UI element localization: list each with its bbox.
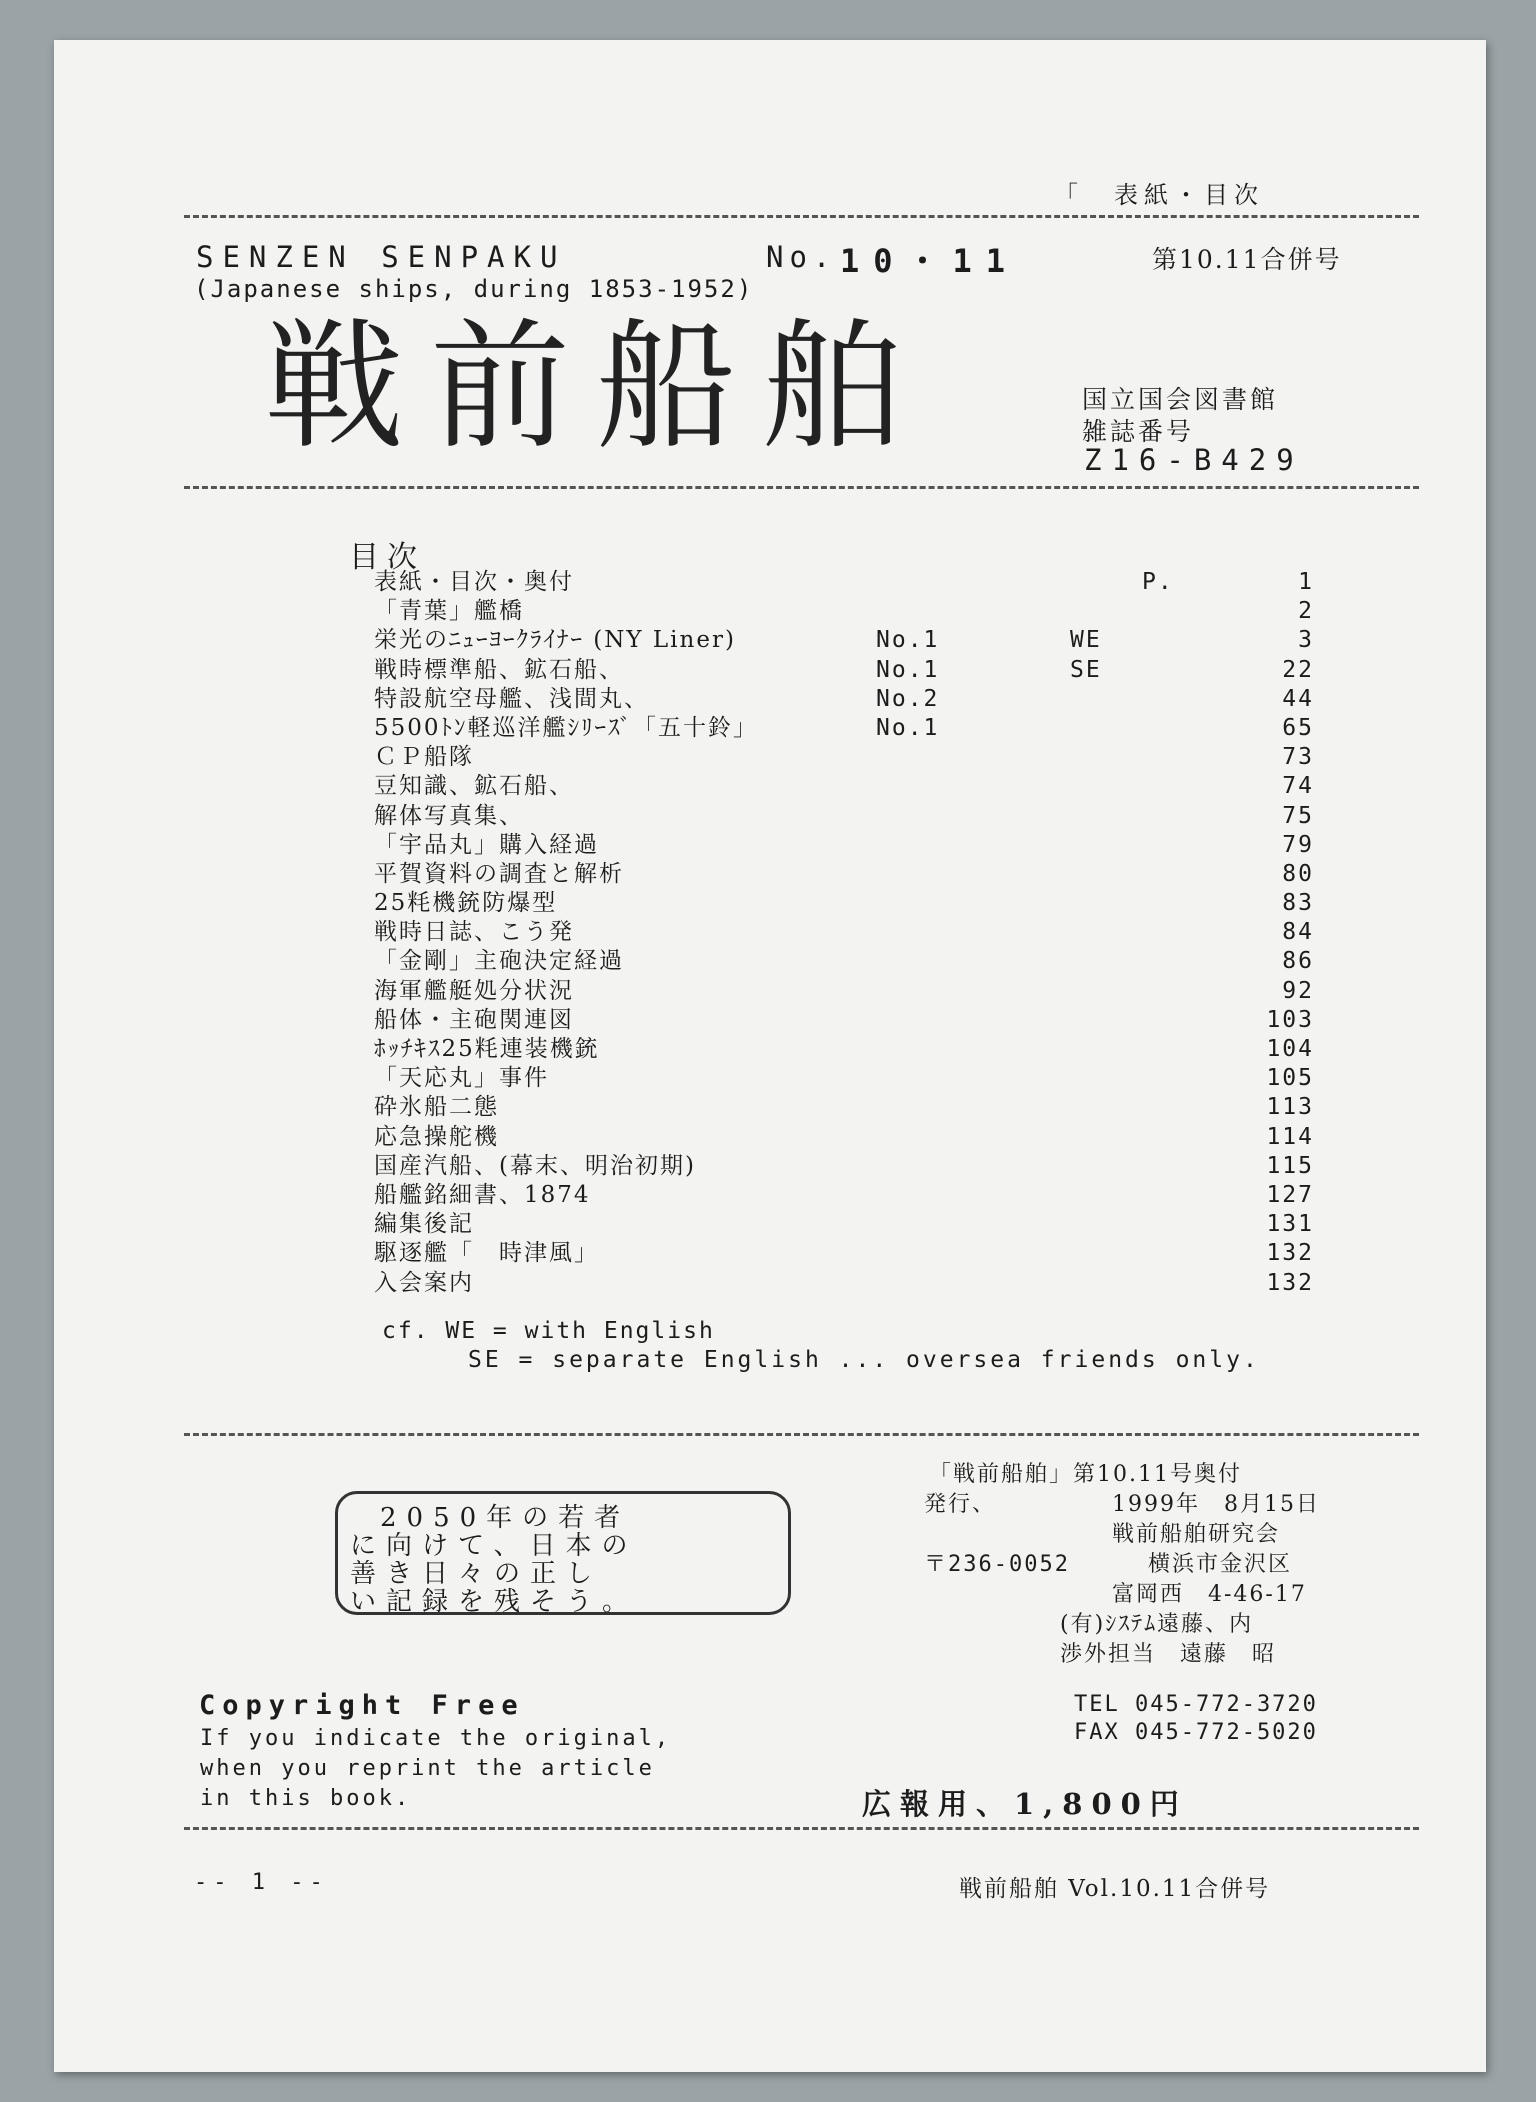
toc-item-language: WE [1070, 627, 1102, 654]
toc-item-title: 戦時日誌、こう発 [374, 919, 574, 946]
toc-item-title: 表紙・目次・奥付 [374, 569, 574, 595]
toc-item-page: 105 [1266, 1065, 1314, 1092]
colophon-publisher: 戦前船舶研究会 [1112, 1522, 1281, 1547]
toc-item-title: 国産汽船、(幕末、明治初期) [374, 1152, 696, 1179]
toc-row [374, 918, 1314, 947]
toc-row [374, 1181, 1314, 1210]
toc-item-page: 44 [1282, 685, 1314, 712]
colophon-company: (有)ｼｽﾃﾑ遠藤、内 [1060, 1612, 1254, 1637]
toc-row [374, 597, 1314, 626]
toc-item-page: 1 [1298, 569, 1314, 595]
toc-item-page: 75 [1282, 802, 1314, 829]
toc-row [374, 947, 1314, 976]
toc-item-title: ＣＰ船隊 [374, 744, 474, 771]
colophon-issued-date: 1999年 8月15日 [1112, 1492, 1320, 1517]
subtitle: (Japanese ships, during 1853-1952) [194, 275, 754, 303]
copyright-line3: in this book. [200, 1786, 412, 1811]
toc-item-page: 65 [1282, 714, 1314, 741]
header-bottom-divider [184, 486, 1419, 489]
toc-note-line2: SE = separate English ... oversea friends only. [468, 1347, 1260, 1373]
toc-row [374, 568, 1314, 597]
toc-item-title: 「宇品丸」購入経過 [374, 831, 599, 858]
toc-row [374, 1152, 1314, 1181]
colophon-issued-label: 発行、 [924, 1492, 997, 1517]
toc-item-page: 80 [1282, 860, 1314, 887]
toc-row [374, 685, 1314, 714]
toc-item-page: 103 [1266, 1006, 1314, 1033]
toc-row [374, 772, 1314, 801]
toc-item-page: 83 [1282, 890, 1314, 917]
colophon-postal: 〒236-0052 [924, 1552, 1070, 1577]
toc-item-page: 132 [1266, 1240, 1314, 1267]
toc-row [374, 1269, 1314, 1298]
toc-row [374, 1093, 1314, 1122]
toc-heading: 目次 [349, 540, 425, 575]
toc-item-title: 「金剛」主砲決定経過 [374, 948, 624, 975]
toc-item-page: 2 [1298, 598, 1314, 625]
toc-item-title: 特設航空母艦、浅間丸、 [374, 685, 649, 712]
toc-item-page: 84 [1282, 919, 1314, 946]
toc-item-series-no: No.2 [876, 685, 940, 712]
toc-item-title: 「青葉」艦橋 [374, 598, 524, 625]
series-latin: SENZEN SENPAKU [196, 240, 567, 274]
toc-row [374, 656, 1314, 685]
motto-line2: に向けて、日本の [350, 1531, 638, 1561]
toc-item-title: 25粍機銃防爆型 [374, 890, 558, 917]
toc-row [374, 977, 1314, 1006]
toc-item-title: ﾎｯﾁｷｽ25粍連装機銃 [374, 1036, 600, 1062]
toc-list [374, 568, 1314, 1298]
copyright-heading: Copyright Free [199, 1690, 525, 1721]
toc-row [374, 1035, 1314, 1064]
issue-prefix: No. [766, 240, 837, 274]
toc-row [374, 1064, 1314, 1093]
toc-item-page: 132 [1266, 1269, 1314, 1296]
toc-item-title: 砕氷船二態 [374, 1094, 499, 1121]
toc-item-title: 5500ﾄﾝ軽巡洋艦ｼﾘｰｽﾞ「五十鈴」 [374, 714, 759, 741]
toc-item-page: 114 [1266, 1123, 1314, 1150]
issue-number: 10・11 [840, 242, 1020, 280]
toc-item-page: 79 [1282, 831, 1314, 858]
motto-line3: 善き日々の正し [350, 1559, 603, 1589]
toc-item-page: 86 [1282, 948, 1314, 975]
toc-page-prefix: P. [1142, 569, 1174, 595]
toc-row [374, 1239, 1314, 1268]
toc-item-title: 平賀資料の調査と解析 [374, 860, 624, 887]
toc-item-title: 戦時標準船、鉱石船、 [374, 656, 624, 683]
toc-item-title: 船艦銘細書、1874 [374, 1181, 591, 1208]
toc-item-series-no: No.1 [876, 714, 940, 741]
section-label: 「 表紙・目次 [1054, 181, 1264, 209]
toc-row [374, 1006, 1314, 1035]
toc-item-title: 駆逐艦「 時津風」 [374, 1240, 599, 1267]
toc-item-series-no: No.1 [876, 627, 940, 654]
toc-item-title: 豆知識、鉱石船、 [374, 773, 574, 800]
middle-divider [184, 1433, 1419, 1436]
motto-line4: い記録を残そう。 [350, 1587, 639, 1617]
toc-row [374, 860, 1314, 889]
toc-item-page: 74 [1282, 773, 1314, 800]
toc-item-title: 入会案内 [374, 1269, 474, 1296]
toc-row [374, 743, 1314, 772]
toc-item-page: 73 [1282, 744, 1314, 771]
toc-row [374, 1123, 1314, 1152]
toc-item-page: 22 [1282, 656, 1314, 683]
document-page [54, 40, 1486, 2072]
footer-page-number: -- 1 -- [194, 1870, 329, 1895]
toc-item-page: 115 [1266, 1152, 1314, 1179]
toc-item-page: 3 [1298, 627, 1314, 654]
colophon-title: 「戦前船舶」第10.11号奥付 [929, 1462, 1242, 1487]
toc-row [374, 889, 1314, 918]
toc-item-title: 応急操舵機 [374, 1123, 499, 1150]
colophon-tel: TEL 045-772-3720 [1074, 1692, 1318, 1717]
toc-row [374, 1210, 1314, 1239]
toc-item-title: 海軍艦艇処分状況 [374, 977, 574, 1004]
footer-title: 戦前船舶 Vol.10.11合併号 [959, 1876, 1271, 1902]
library-line1: 国立国会図書館 [1082, 385, 1279, 414]
page-title: 戦前船舶 [264, 306, 929, 469]
copyright-line1: If you indicate the original, [200, 1726, 672, 1751]
toc-item-page: 113 [1266, 1094, 1314, 1121]
toc-row [374, 802, 1314, 831]
colophon-city: 横浜市金沢区 [1148, 1552, 1293, 1577]
toc-item-page: 127 [1266, 1181, 1314, 1208]
toc-item-language: SE [1070, 656, 1102, 683]
toc-note-line1: cf. WE = with English [382, 1318, 715, 1344]
motto-box [335, 1491, 791, 1615]
toc-row [374, 714, 1314, 743]
footer-divider [184, 1827, 1419, 1830]
library-line2: 雑誌番号 [1082, 417, 1195, 446]
toc-item-title: 解体写真集、 [374, 802, 524, 829]
toc-item-title: 「天応丸」事件 [374, 1065, 549, 1092]
toc-item-page: 92 [1282, 977, 1314, 1004]
toc-item-page: 104 [1266, 1036, 1314, 1062]
copyright-line2: when you reprint the article [200, 1756, 655, 1781]
colophon-address: 富岡西 4-46-17 [1112, 1582, 1307, 1607]
toc-item-title: 船体・主砲関連図 [374, 1006, 574, 1033]
toc-item-series-no: No.1 [876, 656, 940, 683]
issue-combined: 第10.11合併号 [1152, 245, 1342, 274]
toc-row [374, 831, 1314, 860]
toc-item-page: 131 [1266, 1211, 1314, 1238]
header-top-divider [184, 215, 1419, 218]
toc-item-title: 栄光のﾆｭｰﾖｰｸﾗｲﾅｰ (NY Liner) [374, 627, 736, 654]
price: 広報用、1,800円 [862, 1787, 1188, 1821]
motto-line1: 2050年の若者 [380, 1503, 631, 1533]
library-code: Z16-B429 [1084, 443, 1304, 477]
colophon-fax: FAX 045-772-5020 [1074, 1720, 1318, 1745]
colophon-contact: 渉外担当 遠藤 昭 [1060, 1642, 1277, 1667]
toc-item-title: 編集後記 [374, 1211, 474, 1238]
toc-row [374, 626, 1314, 655]
